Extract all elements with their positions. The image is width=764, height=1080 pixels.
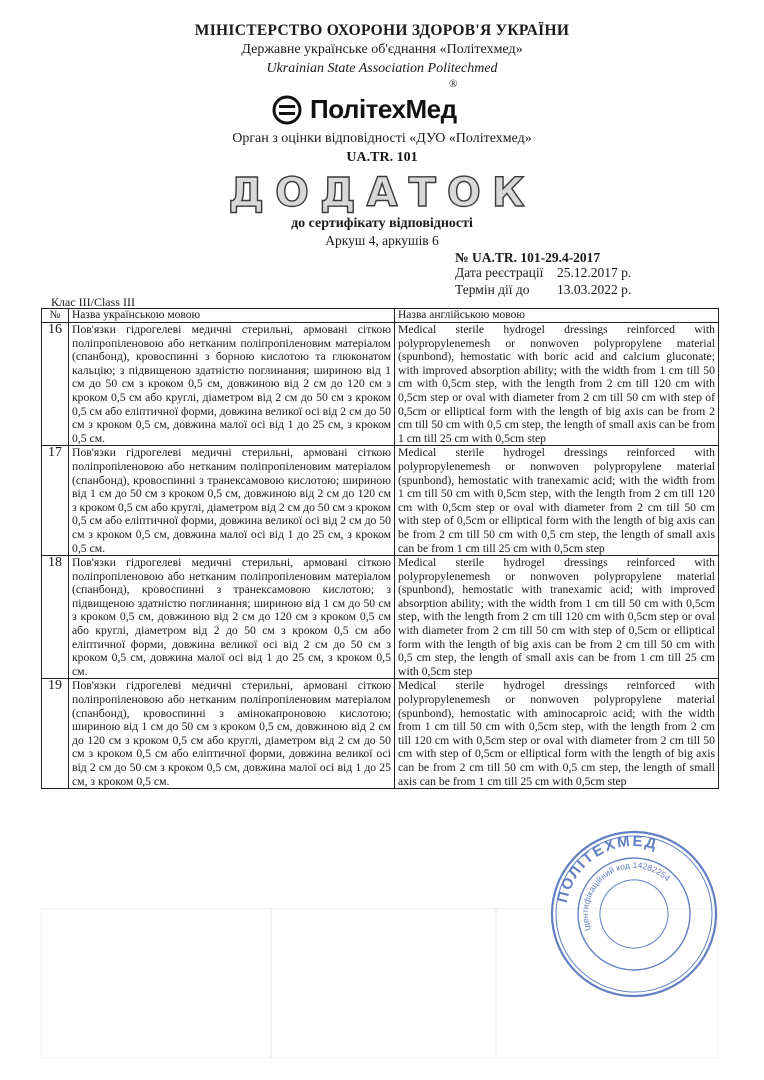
logo-wordmark: ПолітехМед [310,94,457,124]
header-name-en: Назва англійською мовою [395,309,719,323]
conformity-body: Орган з оцінки відповідності «ДУО «Політехмед» [232,131,532,146]
row-name-ua: Пов'язки гідрогелеві медичні стерильні, армовані сіткою поліпропіленовою або нетканим поліпропіленовим матеріалом (спанбонд), кровоспинні з транексамовою кислотою; з підвищеною здатністю поглинання; шириною від 1 см до 50 см з кроком 0,5 см, довжиною від 2 см до 120 см з кроком 0,5 см або круглі, діаметром від 2 до 50 см з кроком 0,5 см або еліптичної форми, довжина великої осі від 2 см до 50 см з кроком 0,5 см, довжина малої осі від 1 до 25 см, з кроком 0,5 см. [69,556,395,679]
registration-label: Дата реєстрації [455,265,544,280]
row-name-ua: Пов'язки гідрогелеві медичні стерильні, армовані сіткою поліпропіленовою або нетканим поліпропіленовим матеріалом (спанбонд), кровоспинні з транексамовою кислотою; шириною від 1 см до 50 см з кроком 0,5 см, довжиною від 2 см до 120 см з кроком 0,5 см або круглі, діаметром від 2 см до 50 см з кроком 0,5 см або еліптичної форми, довжина великої осі від 2 см до 50 см з кроком 0,5 см, довжина малої осі від 1 до 25 см, з кроком 0,5 см. [69,446,395,556]
class-label: Клас III/Class III [51,295,135,309]
row-number: 16 [42,323,69,446]
association-name-en: Ukrainian State Association Politechmed [266,61,498,76]
table-row [42,556,719,679]
table-row [42,446,719,556]
row-name-ua: Пов'язки гідрогелеві медичні стерильні, армовані сіткою поліпропіленовою або нетканим поліпропіленовим матеріалом (спанбонд), кровоспинні з амінокапроновою кислотою; шириною від 1 см до 50 см з кроком 0,5 см, довжиною від 2 см до 120 см з кроком 0,5 см або круглі, діаметром від 2 см до 50 см з кроком 0,5 см або еліптичної форми, довжина великої осі від 2 см до 50 см з кроком 0,5 см, довжина малої осі від 1 до 25 см, з кроком 0,5 см. [69,679,395,789]
registration-row [455,265,632,281]
row-number: 19 [42,679,69,789]
certificate-number: № UA.TR. 101-29.4-2017 [455,250,601,265]
registration-date: 25.12.2017 р. [557,265,632,280]
politechmed-logo [270,94,510,126]
table-row [42,679,719,789]
validity-row [455,282,632,298]
row-number: 17 [42,446,69,556]
products-table [41,308,719,789]
validity-date: 13.03.2022 р. [557,282,632,297]
ministry-title: МІНІСТЕРСТВО ОХОРОНИ ЗДОРОВ'Я УКРАЇНИ [194,22,570,39]
header-name-ua: Назва українською мовою [69,309,395,323]
association-name-ua: Державне українське об'єднання «Політехмед» [241,42,523,57]
validity-label: Термін дії до [455,282,530,297]
appendix-title: ДОДАТОК [228,170,536,216]
row-name-en: Medical sterile hydrogel dressings reinforced with polypropylenemesh or nonwoven polypropylene material (spunbond), hemostatic with aminocaproic acid; with the width from 1 cm till 50 cm with 0,5cm step, with the length from 2 cm till 120 cm with 0,5cm step or oval with diameter from 2 cm till 50 cm with step of 0,5cm or elliptical form with the length of big axis can be from 2 cm till 50 cm with 0,5 cm step, the length of small axis can be from 1 cm till 25 cm with 0,5cm step [395,679,719,789]
table-row [42,323,719,446]
seal-outer-text: ПОЛІТЕХМЕД [553,832,660,905]
body-code: UA.TR. 101 [346,150,418,165]
official-seal [548,828,720,1000]
registered-mark: ® [449,78,458,90]
row-name-ua: Пов'язки гідрогелеві медичні стерильні, армовані сіткою поліпропіленовою або нетканим поліпропіленовим матеріалом (спанбонд), кровоспинні з борною кислотою та глюконатом кальцію; з підвищеною здатністю поглинання; шириною від 1 см до 50 см з кроком 0,5 см, довжиною від 2 см до 120 см з кроком 0,5 см або круглі, діаметром від 2 см до 50 см з кроком 0,5 см або еліптичної форми, довжина великої осі від 2 см до 50 см з кроком 0,5 см, довжина малої осі від 1 до 25 см, з кроком 0,5 см. [69,323,395,446]
table-header-row [42,309,719,323]
row-name-en: Medical sterile hydrogel dressings reinforced with polypropylenemesh or nonwoven polypropylene material (spunbond), hemostatic with tranexamic acid; with the width from 1 cm till 50 cm with 0,5cm step, with the length from 2 cm till 120 cm with 0,5cm step or oval with diameter from 2 cm till 50 cm with step of 0,5cm or elliptical form with the length of big axis can be from 2 cm till 50 cm with 0,5 cm step, the length of small axis can be from 1 cm till 25 cm with 0,5cm step [395,446,719,556]
row-number: 18 [42,556,69,679]
sheet-number: Аркуш 4, аркушів 6 [325,233,439,248]
politechmed-emblem-icon [270,95,304,125]
row-name-en: Medical sterile hydrogel dressings reinforced with polypropylenemesh or nonwoven polypropylene material (spunbond), hemostatic with boric acid and calcium gluconate; with improved absorption ability; with the width from 1 cm till 50 cm with 0,5cm step, with the length from 2 cm till 120 cm with 0,5cm step or oval with diameter from 2 cm till 50 cm with step of 0,5cm or elliptical form with the length of big axis can be from 2 cm till 50 cm with 0,5 cm step, the length of small axis can be from 1 cm till 25 cm with 0,5cm step [395,323,719,446]
appendix-subtitle: до сертифікату відповідності [291,216,473,231]
seal-inner-text: Ідентифікаційний код 14282254 [579,859,673,933]
header-number: № [42,309,69,323]
row-name-en: Medical sterile hydrogel dressings reinforced with polypropylenemesh or nonwoven polypropylene material (spunbond), hemostatic with tranexamic acid; with improved absorption ability; with the width from 1 cm till 50 cm with 0,5cm step, with the length from 2 cm till 120 cm with 0,5cm step or oval with diameter from 2 cm till 50 cm with step of 0,5cm or elliptical form with the length of big axis can be from 2 cm till 50 cm with 0,5 cm step, the length of small axis can be from 1 cm till 25 cm with 0,5cm step [395,556,719,679]
